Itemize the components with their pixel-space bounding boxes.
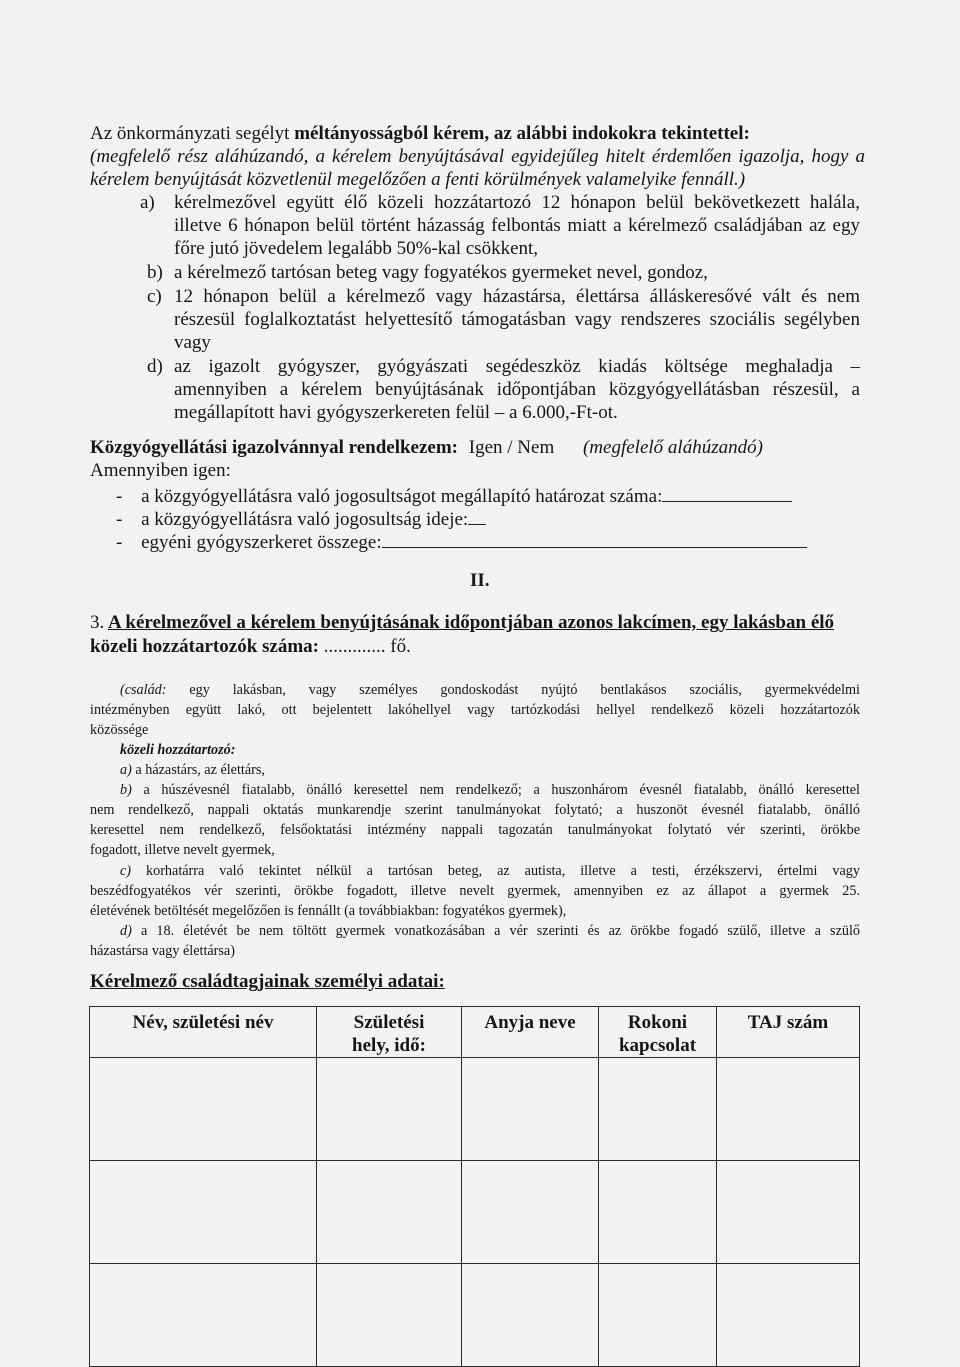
eligibility-period-field[interactable] — [468, 506, 486, 525]
intro-note-line1: (megfelelő rész aláhúzandó, a kérelem benyújtásával egyidejűleg hitelt érdemlően igazolja, hogy a — [90, 146, 865, 167]
def-b-line4: fogadott, illetve nevelt gyermek, — [90, 842, 275, 858]
reason-c-label[interactable]: c) — [147, 286, 162, 307]
intro-statement — [90, 122, 865, 145]
def-b-label: b) — [120, 782, 132, 798]
section-title: II. — [470, 570, 490, 591]
col-header-mother-l1: Anyja neve — [484, 1012, 576, 1033]
def-b-line2: nem rendelkező, nappali oktatás munkarendje szerint tanulmányokat folytató; a huszonöt évesnél fiatalabb, önálló — [90, 802, 860, 818]
drug-budget-field[interactable] — [382, 529, 807, 548]
kozgyogy-item-1-label: a közgyógyellátásra való jogosultságot megállapító határozat száma: — [141, 486, 663, 507]
kozgyogy-item-3-label: egyéni gyógyszerkeret összege: — [141, 532, 382, 553]
kozeli-label: közeli hozzátartozó: — [120, 742, 236, 758]
q3-number: 3. — [90, 612, 105, 633]
q3-line1 — [90, 611, 865, 634]
cell-mother[interactable] — [462, 1161, 599, 1264]
cell-taj[interactable] — [717, 1161, 860, 1264]
reason-d-label[interactable]: d) — [147, 356, 163, 377]
def-b-text1: a húszévesnél fiatalabb, önálló keresettel nem rendelkező; a huszonhárom évesnél fiatalabb, önálló keresettel — [131, 782, 860, 798]
def-c-label: c) — [120, 863, 132, 879]
col-header-name-l1: Név, születési név — [132, 1012, 274, 1033]
def-c-line2: beszédfogyatékos vér szerinti, örökbe fogadott, illetve nevelt gyermek, amennyiben ez az állapot a gyermek 25. — [90, 883, 860, 899]
reason-a-line2[interactable]: illetve 6 hónapon belül történt házasság felbontás miatt a kérelmező családjában az egy — [174, 215, 860, 236]
def-d-line1 — [120, 921, 860, 942]
reason-a-line3[interactable]: főre jutó jövedelem legalább 50%-kal csökkent, — [174, 238, 539, 259]
kozgyogy-question: Közgyógyellátási igazolvánnyal rendelkezem: — [90, 437, 458, 458]
col-header-taj — [717, 1007, 860, 1058]
col-header-birth-l2: hely, idő: — [352, 1035, 426, 1056]
csalad-label: (család: — [120, 682, 167, 698]
q3-text-line2: közeli hozzátartozók száma: — [90, 636, 319, 657]
col-header-relation-l2: kapcsolat — [618, 1035, 697, 1056]
reason-d-line3[interactable]: megállapított havi gyógyszerkereten felül – a 6.000,-Ft-ot. — [174, 402, 618, 423]
csalad-def-line2: intézményben együtt lakó, ott bejelentett lakóhellyel vagy tartózkodási hellyel rendelkező közeli hozzátartozók — [90, 702, 860, 718]
kozgyogy-question-row — [90, 436, 870, 459]
q3-text-line1: A kérelmezővel a kérelem benyújtásának időpontjában azonos lakcímen, egy lakásban élő — [107, 612, 835, 633]
table-header-row — [90, 1007, 860, 1058]
table-row — [90, 1058, 860, 1161]
intro-lead-bold: méltányosságból kérem, az alábbi indokokra tekintettel: — [294, 123, 750, 144]
def-d-line2: házastársa vagy élettársa) — [90, 943, 235, 959]
cell-birth[interactable] — [317, 1264, 462, 1367]
q3-household-count-field[interactable]: ............. — [323, 636, 386, 657]
cell-mother[interactable] — [462, 1058, 599, 1161]
kozgyogy-item-2-label: a közgyógyellátásra való jogosultság ideje: — [141, 509, 469, 530]
cell-relation[interactable] — [599, 1058, 717, 1161]
cell-name[interactable] — [90, 1058, 317, 1161]
csalad-def-text1: egy lakásban, vagy személyes gondoskodást nyújtó bentlakásos szociális, gyermekvédelmi — [166, 682, 860, 698]
reason-b-label[interactable]: b) — [147, 262, 163, 283]
cell-name[interactable] — [90, 1264, 317, 1367]
col-header-relation-l1: Rokoni — [627, 1012, 688, 1033]
reason-d-line2[interactable]: amennyiben a kérelem benyújtásának időpontjában közgyógyellátásban részesül, a — [174, 379, 860, 400]
def-c-line3: életévének betöltését megelőzően is fennállt (a továbbiakban: fogyatékos gyermek), — [90, 903, 567, 919]
reason-d-line1[interactable]: az igazolt gyógyszer, gyógyászati segédeszköz kiadás költsége meghaladja – — [174, 356, 860, 377]
def-a-text: a házastárs, az élettárs, — [131, 762, 265, 778]
col-header-mother — [462, 1007, 599, 1058]
cell-name[interactable] — [90, 1161, 317, 1264]
def-d-label: d) — [120, 923, 132, 939]
reason-c-line3[interactable]: vagy — [174, 332, 211, 353]
def-b-line3: keresettel nem rendelkező, felsőoktatási intézmény nappali tagozatán tanulmányokat folytató vér szerinti, örökbe — [90, 822, 860, 838]
col-header-birth — [317, 1007, 462, 1058]
dash-1: - — [116, 486, 123, 507]
col-header-birth-l1: Születési — [353, 1012, 425, 1033]
kozgyogy-hint: (megfelelő aláhúzandó) — [582, 437, 763, 458]
family-heading: Kérelmező családtagjainak személyi adatai: — [90, 971, 445, 992]
decision-number-field[interactable] — [662, 483, 792, 502]
reason-c-line1[interactable]: 12 hónapon belül a kérelmező vagy házastársa, élettársa álláskeresővé vált és nem — [174, 286, 860, 307]
def-b-line1 — [120, 780, 860, 801]
def-c-text1: korhatárra való tekintet nélkül a tartósan beteg, az autista, illetve a testi, érzékszervi, értelmi vagy — [131, 863, 860, 879]
cell-birth[interactable] — [317, 1058, 462, 1161]
kozgyogy-options[interactable]: Igen / Nem — [468, 437, 555, 458]
kozgyogy-item-2 — [116, 506, 486, 531]
csalad-def-line3: közössége — [90, 722, 149, 738]
col-header-name — [90, 1007, 317, 1058]
kozgyogy-item-1 — [116, 483, 792, 508]
dash-2: - — [116, 509, 123, 530]
def-a — [120, 760, 265, 781]
reason-a-label[interactable]: a) — [140, 192, 155, 213]
cell-taj[interactable] — [717, 1058, 860, 1161]
col-header-relation — [599, 1007, 717, 1058]
q3-unit: fő. — [390, 636, 411, 657]
table-row — [90, 1161, 860, 1264]
family-members-table — [89, 1006, 860, 1367]
q3-line2 — [90, 635, 411, 658]
cell-relation[interactable] — [599, 1264, 717, 1367]
def-c-line1 — [120, 861, 860, 882]
reason-c-line2[interactable]: részesül foglalkoztatást helyettesítő támogatásban vagy rendszeres szociális segélyben — [174, 309, 860, 330]
kozgyogy-if-yes: Amennyiben igen: — [90, 460, 231, 481]
cell-taj[interactable] — [717, 1264, 860, 1367]
cell-birth[interactable] — [317, 1161, 462, 1264]
intro-note-line2: kérelem benyújtását közvetlenül megelőzően a fenti körülmények valamelyike fennáll.) — [90, 169, 746, 190]
def-a-label: a) — [120, 762, 132, 778]
reason-a-line1[interactable]: kérelmezővel együtt élő közeli hozzátartozó 12 hónapon belül bekövetkezett halála, — [174, 192, 860, 213]
table-row — [90, 1264, 860, 1367]
def-d-text1: a 18. életévét be nem töltött gyermek vonatkozásában a vér szerinti és az örökbe fogadó szülő, illetve a szülő — [131, 923, 860, 939]
reason-b-line1[interactable]: a kérelmező tartósan beteg vagy fogyatékos gyermeket nevel, gondoz, — [174, 262, 708, 283]
col-header-taj-l1: TAJ szám — [747, 1012, 829, 1033]
cell-relation[interactable] — [599, 1161, 717, 1264]
intro-lead: Az önkormányzati segélyt — [90, 123, 295, 144]
kozgyogy-item-3 — [116, 529, 807, 554]
dash-3: - — [116, 532, 123, 553]
cell-mother[interactable] — [462, 1264, 599, 1367]
csalad-def-line1 — [120, 680, 860, 701]
